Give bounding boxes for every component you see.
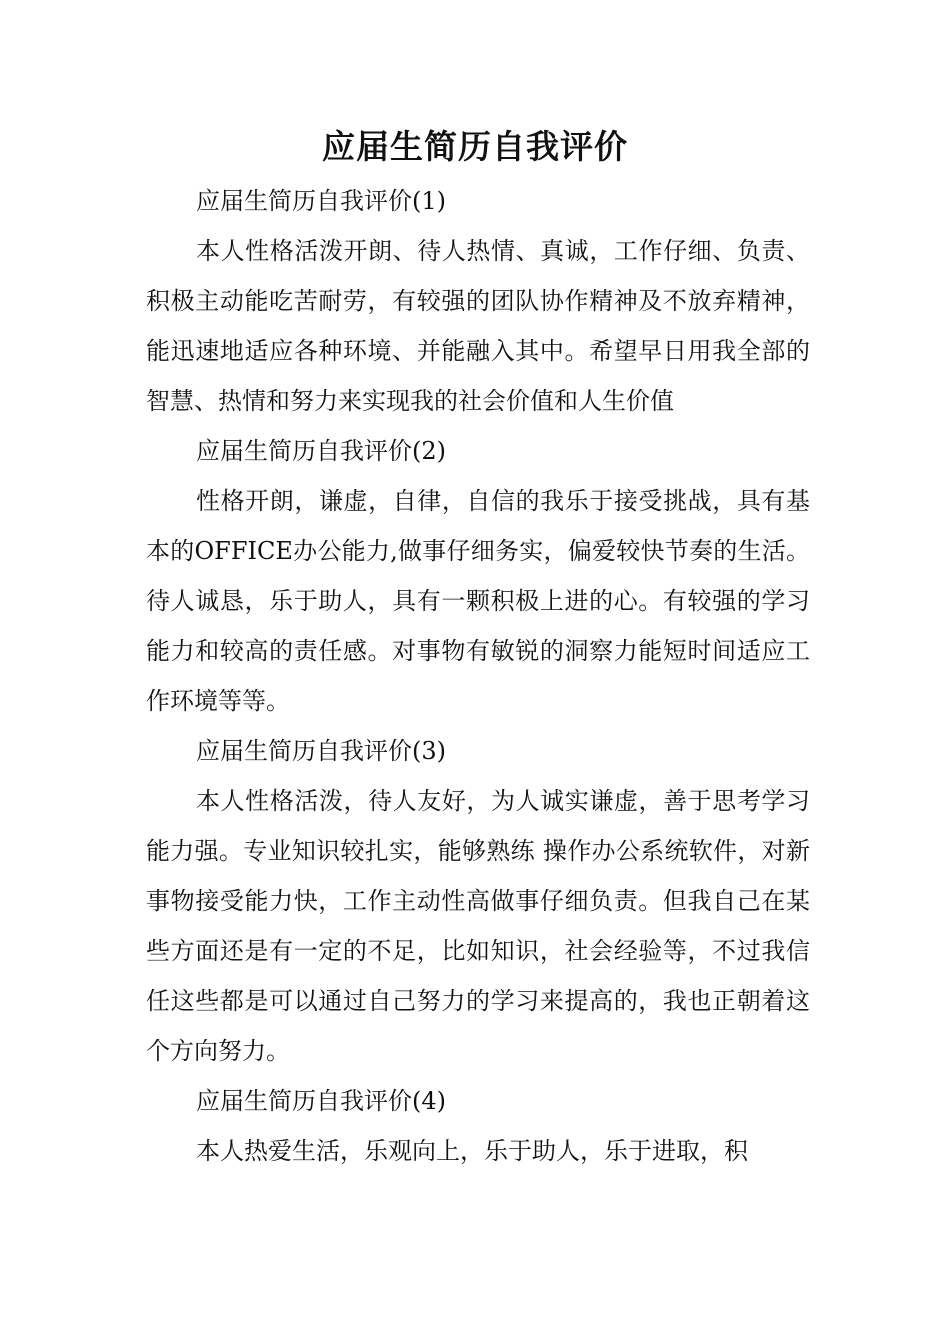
section-body-4: 本人热爱生活，乐观向上，乐于助人，乐于进取，积: [196, 1137, 748, 1165]
section-heading-2: 应届生简历自我评价(2): [196, 437, 446, 465]
section-body-3: 本人性格活泼，待人友好，为人诚实谦虚，善于思考学习能力强。专业知识较扎实，能够熟练 操作办公系统软件，对新事物接受能力快，工作主动性高做事仔细负责。但我自己在某些方面还是有一定的不足，比如知识，社会经验等，不过我信任这些都是可以通过自己努力的学习来提高的，我也正朝着这个方向努力。: [146, 787, 810, 1065]
document-title: 应届生简历自我评价: [322, 127, 628, 166]
section-body-2: 性格开朗，谦虚，自律，自信的我乐于接受挑战，具有基本的OFFICE办公能力,做事仔细务实，偏爱较快节奏的生活。待人诚恳，乐于助人，具有一颗积极上进的心。有较强的学习能力和较高的责任感。对事物有敏锐的洞察力能短时间适应工作环境等等。: [146, 487, 810, 715]
section-heading-1: 应届生简历自我评价(1): [196, 187, 446, 215]
document-body: [146, 176, 810, 1176]
section-heading-3: 应届生简历自我评价(3): [196, 737, 446, 765]
section-body-1: 本人性格活泼开朗、待人热情、真诚，工作仔细、负责、积极主动能吃苦耐劳，有较强的团队协作精神及不放弃精神，能迅速地适应各种环境、并能融入其中。希望早日用我全部的智慧、热情和努力来实现我的社会价值和人生价值: [146, 237, 810, 415]
section-heading-4: 应届生简历自我评价(4): [196, 1087, 446, 1115]
